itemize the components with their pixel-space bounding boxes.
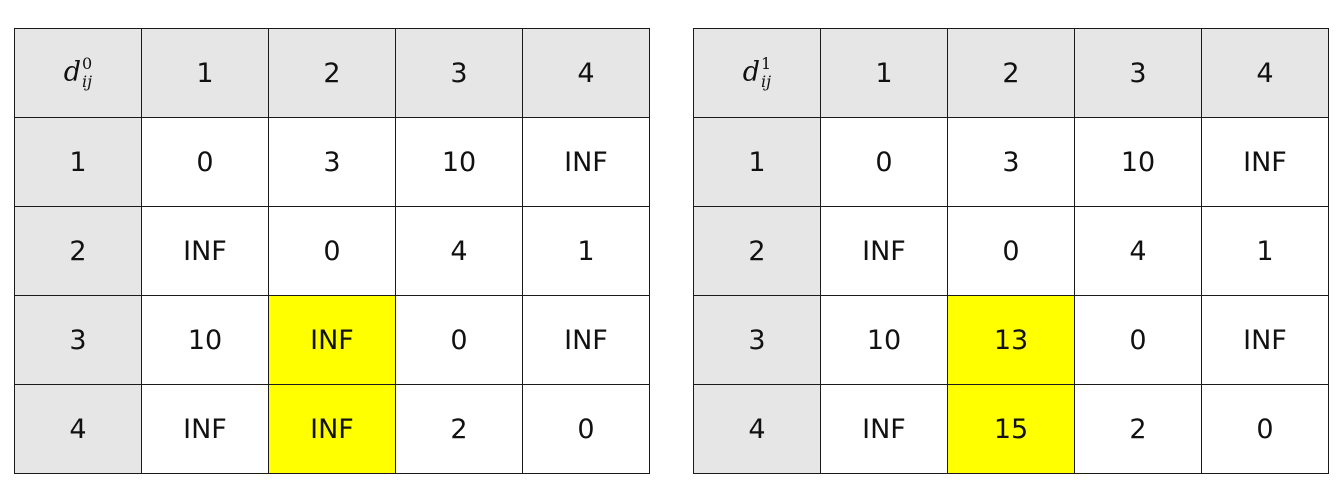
table-row xyxy=(15,296,650,385)
matrix-cell: 0 xyxy=(1202,385,1329,474)
row-header: 4 xyxy=(694,385,821,474)
table-row xyxy=(694,118,1329,207)
column-header: 4 xyxy=(523,29,650,118)
matrix-cell: 0 xyxy=(948,207,1075,296)
matrix-cell: 0 xyxy=(142,118,269,207)
highlighted-cell: INF xyxy=(269,296,396,385)
matrix-cell: 10 xyxy=(396,118,523,207)
column-header: 3 xyxy=(396,29,523,118)
column-header: 4 xyxy=(1202,29,1329,118)
column-header: 1 xyxy=(821,29,948,118)
table-row xyxy=(15,207,650,296)
highlighted-cell: 13 xyxy=(948,296,1075,385)
matrix-cell: 1 xyxy=(523,207,650,296)
row-header: 4 xyxy=(15,385,142,474)
matrix-cell: 0 xyxy=(269,207,396,296)
highlighted-cell: 15 xyxy=(948,385,1075,474)
header-row xyxy=(15,29,650,118)
corner-superscript: 1 xyxy=(761,54,772,73)
distance-matrix-d1 xyxy=(693,28,1329,474)
distance-matrix-d0 xyxy=(14,28,650,474)
row-header: 2 xyxy=(15,207,142,296)
matrix-cell: INF xyxy=(821,207,948,296)
matrix-cell: 0 xyxy=(396,296,523,385)
row-header: 1 xyxy=(694,118,821,207)
matrix-cell: 10 xyxy=(821,296,948,385)
corner-label xyxy=(15,29,142,118)
matrix-cell: 10 xyxy=(1075,118,1202,207)
corner-superscript: 0 xyxy=(82,54,93,73)
matrix-cell: 0 xyxy=(523,385,650,474)
column-header: 3 xyxy=(1075,29,1202,118)
column-header: 1 xyxy=(142,29,269,118)
matrix-cell: 1 xyxy=(1202,207,1329,296)
matrix-cell: INF xyxy=(142,385,269,474)
matrix-cell: 4 xyxy=(1075,207,1202,296)
header-row xyxy=(694,29,1329,118)
corner-label xyxy=(694,29,821,118)
matrix-cell: INF xyxy=(523,296,650,385)
matrix-cell: 0 xyxy=(1075,296,1202,385)
matrix-cell: 10 xyxy=(142,296,269,385)
matrix-cell: 4 xyxy=(396,207,523,296)
highlighted-cell: INF xyxy=(269,385,396,474)
matrix-cell: INF xyxy=(1202,118,1329,207)
matrix-cell: 2 xyxy=(396,385,523,474)
table-row xyxy=(694,385,1329,474)
matrix-cell: INF xyxy=(821,385,948,474)
row-header: 2 xyxy=(694,207,821,296)
matrix-cell: INF xyxy=(523,118,650,207)
row-header: 1 xyxy=(15,118,142,207)
table-row xyxy=(694,207,1329,296)
column-header: 2 xyxy=(948,29,1075,118)
matrix-cell: 2 xyxy=(1075,385,1202,474)
matrix-cell: 0 xyxy=(821,118,948,207)
corner-subscript: ij xyxy=(82,72,93,91)
table-row xyxy=(15,385,650,474)
corner-subscript: ij xyxy=(761,72,772,91)
corner-symbol: d xyxy=(63,56,82,88)
column-header: 2 xyxy=(269,29,396,118)
row-header: 3 xyxy=(694,296,821,385)
table-row xyxy=(15,118,650,207)
corner-symbol: d xyxy=(742,56,761,88)
matrix-cell: INF xyxy=(142,207,269,296)
row-header: 3 xyxy=(15,296,142,385)
matrix-cell: 3 xyxy=(269,118,396,207)
matrix-cell: INF xyxy=(1202,296,1329,385)
matrix-cell: 3 xyxy=(948,118,1075,207)
table-row xyxy=(694,296,1329,385)
